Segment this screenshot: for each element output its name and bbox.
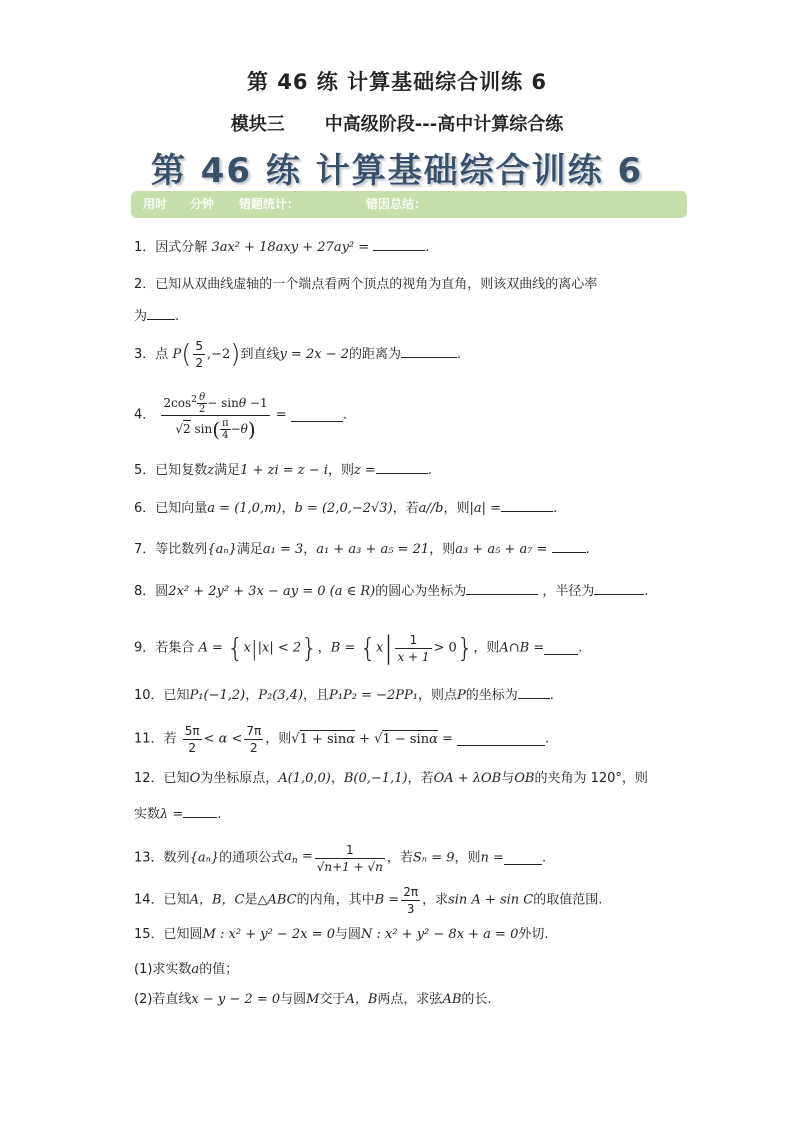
fraction: $\frac{7\pi}{2}$ <box>246 724 262 755</box>
answer-blank <box>544 642 578 655</box>
question-12: 12．已知O为坐标原点，A(1,0,0)，B(0,−1,1)，若OA + λOB与OB的夹角为 120°，则 <box>134 771 648 786</box>
question-15-part-2 <box>134 991 492 1009</box>
time-label: 用时 <box>143 197 168 211</box>
math-expr: sin A + sin C <box>448 892 534 908</box>
answer-blank <box>457 733 545 746</box>
q-text: ，若 <box>392 501 419 516</box>
q-text: 满足 <box>214 463 241 478</box>
q-text: ，且 <box>303 688 330 703</box>
q-text: 若集合 <box>155 640 195 656</box>
question-15 <box>134 926 549 944</box>
math-expr: x − y − 2 = 0 <box>191 992 281 1007</box>
module-label: 模块三 <box>230 114 285 135</box>
math-var: P <box>457 688 466 703</box>
q-number: 2． <box>134 277 156 292</box>
math-expr: b = (2,0,−2√3) <box>294 501 393 516</box>
math-expr: a//b <box>418 501 444 516</box>
banner-title: 第 46 练 计算基础综合训练 6 <box>150 151 644 191</box>
q-number: 1． <box>134 240 156 255</box>
q-text: ，半径为 <box>542 584 595 599</box>
question-3: 3．点 P( $\frac{5}{2}$ ,−2)到直线y = 2x − 2的距离为 . <box>134 339 462 370</box>
question-12-cont: 实数λ = . <box>134 807 222 822</box>
question-2-cont: 为 . <box>134 309 180 324</box>
q-number: 5． <box>134 463 156 478</box>
math-expr: N : x² + y² − 8x + a = 0 <box>360 927 519 942</box>
math-expr: {aₙ} <box>189 850 220 866</box>
q-text: 已知 <box>163 688 190 703</box>
q-text: (1)求实数 <box>134 962 192 977</box>
q-text: 外切. <box>518 927 549 942</box>
math-expr: P₁P₂ = −2PP₁ <box>329 688 418 703</box>
math-expr: a₁ = 3 <box>262 542 304 557</box>
math-expr: △ABC <box>257 892 297 908</box>
q-number: 14． <box>134 892 164 908</box>
stats-bar <box>131 191 687 218</box>
q-text: 与圆 <box>280 992 307 1007</box>
q-text: 点 <box>155 347 169 362</box>
math-expr: P₂(3,4) <box>258 688 304 703</box>
fraction: $\frac{1}{x + 1}$ <box>397 633 430 664</box>
wrong-count-label: 错题统计： <box>239 197 300 211</box>
q-text: 已知复数 <box>155 463 208 478</box>
fraction: $2\cos^2$ $\frac{\theta}{2}$ − sinθ −1 √2 sin( $\frac{\pi}{4}$ −θ) <box>161 388 269 443</box>
math-var: a <box>191 962 200 977</box>
q-text: ，则 <box>327 463 354 478</box>
answer-blank <box>518 686 550 699</box>
q-text: 的取值范围. <box>533 892 603 908</box>
q-text: 为 <box>134 309 148 324</box>
q-text: ，若 <box>407 771 434 786</box>
stage-label: 中高级阶段---高中计算综合练 <box>324 114 564 135</box>
q-text: (2)若直线 <box>134 992 192 1007</box>
answer-blank <box>183 805 217 818</box>
page-title: 第 46 练 计算基础综合训练 6 <box>246 70 548 94</box>
module-subtitle <box>0 110 794 136</box>
math-expr: M : x² + y² − 2x = 0 <box>202 927 335 942</box>
question-2 <box>134 276 597 294</box>
math-expr: n = <box>480 850 504 866</box>
q-number: 8． <box>134 584 156 599</box>
answer-blank <box>594 582 644 595</box>
q-text: 为坐标原点， <box>200 771 279 786</box>
q-number: 9． <box>134 640 156 656</box>
q-number: 6． <box>134 501 156 516</box>
q-text: 是 <box>244 892 258 908</box>
q-text: 数列 <box>163 850 190 866</box>
math-expr: y = 2x − 2 <box>279 347 349 362</box>
question-1: 1．因式分解 3ax² + 18axy + 27ay² = . <box>134 240 430 255</box>
q-text: 圆 <box>155 584 169 599</box>
question-15-part-1 <box>134 961 238 979</box>
q-text: 的长. <box>461 992 492 1007</box>
q-text: 已知从双曲线虚轴的一个端点看两个顶点的视角为直角，则该双曲线的离心率 <box>155 277 598 292</box>
math-expr: A(1,0,0) <box>278 771 331 786</box>
q-text: 的圆心为坐标为 <box>375 584 467 599</box>
fraction: $\frac{5}{2}$ <box>195 339 203 370</box>
math-expr: B(0,−1,1) <box>343 771 408 786</box>
math-expr: A，B <box>345 992 378 1007</box>
answer-blank <box>401 345 457 358</box>
question-11: 11．若 $\frac{5\pi}{2}$ < α < $\frac{7\pi}{2}$ ，则√1 + sinα + √1 − sinα = . <box>134 724 550 755</box>
q-text: ，求 <box>422 892 449 908</box>
q-number: 3． <box>134 347 156 362</box>
math-var: O <box>189 771 201 786</box>
math-expr: OB <box>514 771 535 786</box>
math-expr: OA + λOB <box>433 771 502 786</box>
answer-blank <box>291 409 343 422</box>
math-expr: 2x² + 2y² + 3x − ay = 0 (a ∈ R) <box>168 584 376 599</box>
question-6: 6．已知向量a = (1,0,m)，b = (2,0,−2√3)，若a//b，则|a| = . <box>134 501 558 516</box>
q-text: 若 <box>163 731 177 747</box>
math-expr: |a| = <box>469 501 502 516</box>
answer-blank <box>552 540 586 553</box>
q-text: 已知 <box>163 771 190 786</box>
answer-blank <box>376 461 428 474</box>
math-expr: A∩B = <box>499 640 545 656</box>
q-text: 因式分解 <box>155 240 208 255</box>
q-text: ，则 <box>454 850 481 866</box>
wrong-reason-label: 错因总结： <box>366 197 427 211</box>
math-expr: P₁(−1,2) <box>189 688 246 703</box>
fraction: $\frac{5\pi}{2}$ <box>184 724 200 755</box>
q-text: ，则点 <box>418 688 458 703</box>
fraction: $\frac{2\pi}{3}$ <box>403 885 419 916</box>
q-text: 已知向量 <box>155 501 208 516</box>
q-number: 12． <box>134 771 164 786</box>
math-var: z <box>207 463 215 478</box>
answer-blank <box>466 582 538 595</box>
question-13: 13．数列{aₙ}的通项公式$a_n$ = $\frac{1}{√n+1 + √n}$ ，若Sₙ = 9，则n = . <box>134 843 547 874</box>
question-14 <box>134 884 602 917</box>
question-10: 10．已知P₁(−1,2)，P₂(3,4)，且P₁P₂ = −2PP₁，则点P的坐标为 . <box>134 688 554 703</box>
math-expr: a₃ + a₅ + a₇ = <box>455 542 548 557</box>
math-expr: 1 + zi = z − i <box>240 463 328 478</box>
minute-label: 分钟 <box>190 197 215 211</box>
math-var: M <box>306 992 320 1007</box>
q-text: ，若 <box>386 850 413 866</box>
q-text: 等比数列 <box>155 542 208 557</box>
q-number: 4． <box>134 407 156 423</box>
q-number: 10． <box>134 688 164 703</box>
q-text: 已知圆 <box>163 927 203 942</box>
math-expr: B = <box>374 892 400 908</box>
math-expr: a₁ + a₃ + a₅ = 21 <box>316 542 430 557</box>
question-4: 4． $2\cos^2$ $\frac{\theta}{2}$ − sinθ −1 √2 sin( $\frac{\pi}{4}$ −θ) = . <box>134 388 347 443</box>
math-expr: 3ax² + 18axy + 27ay² = <box>211 240 370 255</box>
q-text: 满足 <box>236 542 263 557</box>
q-number: 15． <box>134 927 164 942</box>
q-text: 的距离为 <box>349 347 402 362</box>
q-text: ，则 <box>429 542 456 557</box>
question-9: 9．若集合 A = {x||x| < 2}，B = {x| $\frac{1}{x + 1}$ > 0}，则A∩B = . <box>134 630 583 666</box>
math-expr: AB <box>442 992 462 1007</box>
answer-blank <box>373 238 425 251</box>
q-text: 两点，求弦 <box>377 992 443 1007</box>
answer-blank <box>147 307 175 320</box>
q-text: ，则 <box>473 640 500 656</box>
q-text: ，则 <box>265 731 292 747</box>
math-expr: Sₙ = 9 <box>412 850 455 866</box>
q-text: 的内角，其中 <box>296 892 375 908</box>
q-text: 实数 <box>134 807 161 822</box>
q-text: 与圆 <box>334 927 361 942</box>
question-8: 8．圆2x² + 2y² + 3x − ay = 0 (a ∈ R)的圆心为坐标为 ，半径为 . <box>134 584 649 599</box>
q-text: 的夹角为 120°，则 <box>534 771 648 786</box>
q-text: ，则 <box>443 501 470 516</box>
fraction: $\frac{1}{√n+1 + √n}$ <box>316 843 383 874</box>
q-text: 已知 <box>163 892 190 908</box>
math-expr: z = <box>353 463 376 478</box>
question-5: 5．已知复数z满足1 + zi = z − i，则z = . <box>134 463 432 478</box>
q-number: 7． <box>134 542 156 557</box>
question-7: 7．等比数列{aₙ}满足a₁ = 3，a₁ + a₃ + a₅ = 21，则a₃ + a₅ + a₇ = . <box>134 542 590 557</box>
answer-blank <box>501 499 553 512</box>
q-text: 交于 <box>319 992 346 1007</box>
math-expr: a = (1,0,m) <box>207 501 282 516</box>
q-text: 的坐标为 <box>465 688 518 703</box>
q-number: 11． <box>134 731 164 747</box>
q-text: 的通项公式 <box>219 850 285 866</box>
q-number: 13． <box>134 850 164 866</box>
q-text: 到直线 <box>240 347 280 362</box>
answer-blank <box>504 852 542 865</box>
q-text: 与 <box>501 771 515 786</box>
math-expr: {aₙ} <box>207 542 237 557</box>
math-expr: A，B，C <box>189 892 245 908</box>
math-expr: λ = <box>160 807 184 822</box>
q-text: 的值； <box>199 962 239 977</box>
